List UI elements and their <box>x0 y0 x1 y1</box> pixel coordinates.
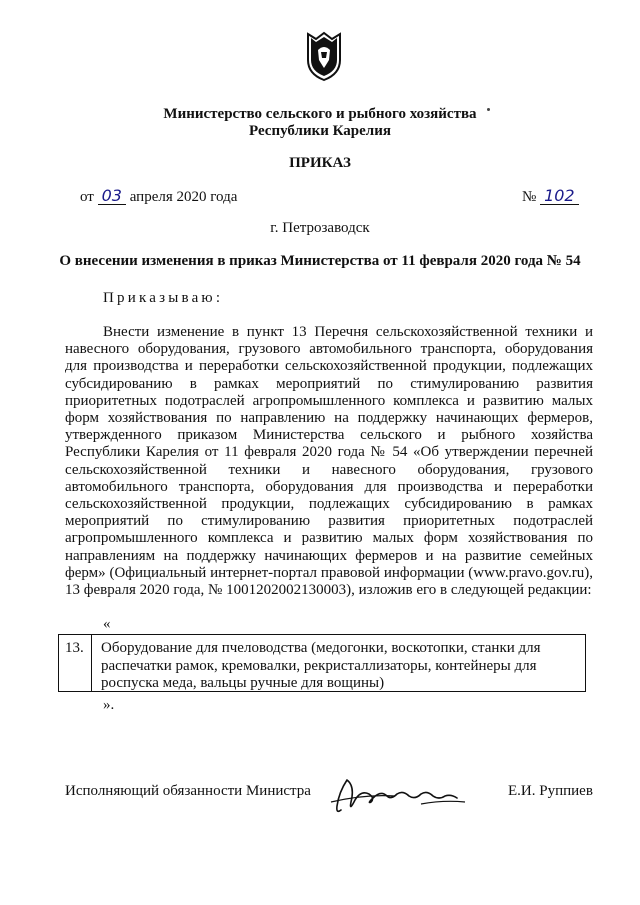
ministry-name-line2: Республики Карелия <box>249 123 391 139</box>
date-day-handwritten: 03 <box>98 188 126 205</box>
quote-open: « <box>103 616 111 632</box>
date-prefix: от <box>80 189 94 205</box>
signatory-name: Е.И. Руппиев <box>508 783 593 799</box>
date-rest: апреля 2020 года <box>129 189 238 205</box>
quote-close: ». <box>103 697 115 713</box>
order-subject: О внесении изменения в приказ Министерства от 11 февраля 2020 года № 54 <box>59 253 581 269</box>
number-prefix: № <box>522 189 537 205</box>
signatory-title: Исполняющий обязанности Министра <box>65 783 311 799</box>
order-number <box>522 188 579 206</box>
amendment-table <box>58 634 586 692</box>
order-date <box>80 188 237 206</box>
ministry-name-line1: Министерство сельского и рыбного хозяйства <box>163 106 477 122</box>
order-word: Приказываю: <box>103 290 224 306</box>
document-type-title: ПРИКАЗ <box>289 155 351 171</box>
handwritten-signature <box>325 772 475 820</box>
number-handwritten: 102 <box>540 188 579 205</box>
table-row-number: 13. <box>59 635 92 691</box>
city: г. Петрозаводск <box>270 220 370 236</box>
karelia-coat-of-arms-icon <box>302 30 346 82</box>
table-row-text: Оборудование для пчеловодства (медогонки, воскотопки, станки для распечатки рамок, кремовалки, рекристаллизаторы, контейнеры для роспуска меда, вальцы ручные для вощины) <box>101 640 541 691</box>
order-body-paragraph: Внести изменение в пункт 13 Перечня сельскохозяйственной техники и навесного оборудования, грузового автомобильного транспорта, оборудования для производства и переработки сельскохозяйственной продукции, подлежащих субсидированию в рамках мероприятий по стимулированию развития приоритетных подотраслей агропромышленного комплекса и развитию малых форм хозяйствования по направлению на поддержку начинающих фермеров, утвержденного приказом Министерства сельского и рыбного хозяйства Республики Карелия от 11 февраля 2020 года № 54 «Об утверждении перечней сельскохозяйственной техники и навесного оборудования, грузового автомобильного транспорта, оборудования для производства и переработки сельскохозяйственной продукции, подлежащих субсидированию в рамках мероприятий по стимулированию развития приоритетных подотраслей агропромышленного комплекса и развитию малых форм хозяйствования по направлениям на поддержку начинающих фермеров и на развитие семейных ферм» (Официальный интернет-портал правовой информации (www.pravo.gov.ru), 13 февраля 2020 года, № 1001202002130003), изложив его в следующей редакции: <box>65 324 593 599</box>
